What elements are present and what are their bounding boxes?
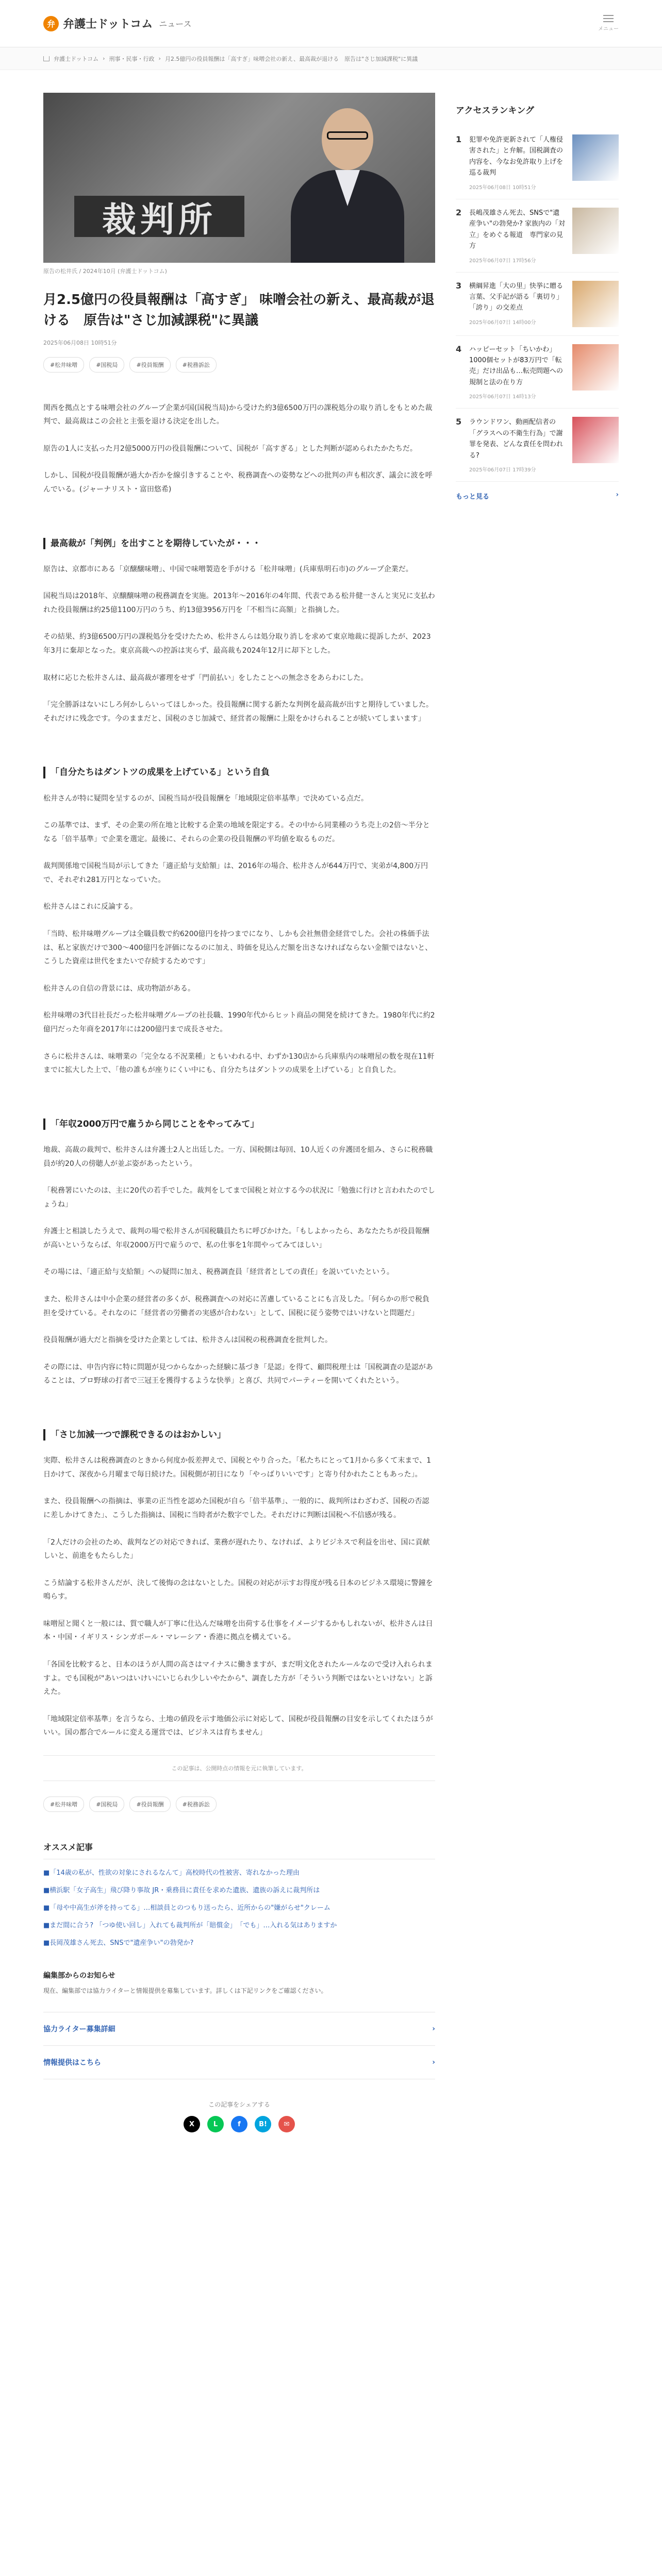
mail-share-button[interactable]: ✉: [278, 2116, 295, 2132]
ranking-body: [469, 208, 566, 264]
article-paragraph: その結果、約3億6500万円の課税処分を受けたため、松井さんらは処分取り消しを求めて東京地裁に提訴したが、2023年3月に棄却となった。東京高裁への控訴は実らず、最高裁も2024年12月に却下とした。: [43, 633, 431, 655]
menu-button[interactable]: [598, 15, 619, 32]
share-label: この記事をシェアする: [208, 2101, 270, 2109]
article-paragraph: 「完全勝訴はないにしろ何かしらいってほしかった。役員報酬に関する新たな判例を最高裁が出すと期待していました。それだけに残念です。今のままだと、国税のさじ加減で、経営者の報酬に上限をかけられることが続いてしまいます」: [43, 701, 433, 723]
hatena-share-button[interactable]: B!: [255, 2116, 271, 2132]
court-sign: 裁判所: [74, 196, 244, 237]
article-paragraph: さらに松井さんは、味噌業の「完全なる不況業種」ともいわれる中、わずか130店から兵庫県内の味噌屋の数を現在11軒までに拡大した上で、「他の誰もが座りにくい中にも、自分たちはダントツの成果を上げている」と自負した。: [43, 1052, 435, 1075]
article-paragraph: 裁判関係地で国税当局が示してきた「適正給与支給額」は、2016年の場合、松井さんが644万円で、実弟が4,800万円で、それぞれ281万円となっていた。: [43, 862, 428, 884]
ranking-thumbnail: [572, 208, 619, 254]
line-share-button[interactable]: L: [207, 2116, 224, 2132]
tag-link[interactable]: #役員報酬: [129, 357, 170, 372]
tag-link[interactable]: #松井味噌: [43, 357, 84, 372]
rank-number: 4: [456, 344, 462, 354]
section-heading: 「さじ加減一つで課税できるのはおかしい」: [43, 1429, 435, 1440]
rank-number: 2: [456, 207, 462, 217]
ranking-date: 2025年06月07日 14時00分: [469, 319, 536, 326]
article-paragraph: その際には、申告内容に特に問題が見つからなかった経験に基づき「是認」を得て、顧問税理士は「国税調査の是認があることは、プロ野球の打者で三冠王を獲得するような快挙」と喜び、共同でパーティーを開いてくれたという。: [43, 1363, 433, 1385]
tag-list: [43, 357, 435, 372]
recommend-link[interactable]: ■まだ間に合う? 「つゆ使い回し」入れても裁判所が「賠償金」 「でも」…入れる気はありますか: [43, 1922, 337, 1930]
sidebar: [456, 93, 619, 2132]
article-paragraph: 弁護士と相談したうえで、裁判の場で松井さんが国税職員たちに呼びかけた。「もしよかったら、あなたたちが役員報酬が高いというならば、年収2000万円で雇うので、私の仕事を1年間やってみてほしい」: [43, 1227, 429, 1249]
site-header: [0, 0, 662, 47]
info-link-row[interactable]: [43, 2012, 435, 2045]
article-paragraph: 「当時、松井味噌グループは全職員数で約6200億円を持つまでになり、しかも会社無借金経営でした。会社の株価手法は、私と家族だけで300〜400億円を評価になるのに加え、時価を見込んだ額を出さなければならない金額ではないと、こうした資産は世代をまたいで存続するためです」: [43, 930, 433, 966]
recommend-link[interactable]: ■「14歳の私が、性欲の対象にされるなんて」高校時代の性被害、寄れなかった理由: [43, 1869, 300, 1877]
ranking-title-text: 長嶋茂雄さん死去、SNSで"遺産争い"の勃発か? 家族内の「対立」をめぐる報道 専門家の見方: [469, 209, 566, 250]
info-link-row[interactable]: [43, 2045, 435, 2079]
ranking-thumbnail: [572, 417, 619, 463]
rank-number: 5: [456, 417, 462, 427]
article-paragraph: 関西を拠点とする味噌会社のグループ企業が国(国税当局)から受けた約3億6500万円の課税処分の取り消しをもとめた裁判で、最高裁はこの会社と主張を退ける決定を出した。: [43, 403, 433, 426]
recommend-title: オススメ記事: [43, 1841, 435, 1859]
article-main: [43, 93, 435, 2132]
section-heading: 最高裁が「判例」を出すことを期待していたが・・・: [43, 538, 435, 549]
article-paragraph: しかし、国税が役員報酬が過大か否かを線引きすることや、税務調査への姿勢などへの批判の声も相次ぎ、議会に波を呼んでいる。(ジャーナリスト・富田悠希): [43, 471, 433, 494]
breadcrumb: [0, 47, 662, 70]
article-paragraph: 原告は、京都市にある「京醸醸味噌」、中国で味噌製造を手がける「松井味噌」(兵庫県明石市)のグループ企業だ。: [43, 565, 413, 573]
ranking-item[interactable]: [456, 199, 619, 273]
chevron-right-icon: ›: [432, 2025, 435, 2033]
ranking-thumbnail: [572, 281, 619, 327]
ranking-date: 2025年06月07日 17時56分: [469, 258, 536, 264]
ranking-thumbnail: [572, 344, 619, 391]
notice-title: 編集部からのお知らせ: [43, 1971, 115, 1980]
article-paragraph: その場には、「適正給与支給額」への疑問に加え、税務調査員「経営者としての責任」を説いていたという。: [43, 1268, 394, 1277]
more-link[interactable]: [456, 491, 619, 501]
image-caption: 原告の松井氏 / 2024年10月 (弁護士ドットコム): [43, 268, 167, 275]
breadcrumb-item[interactable]: 弁護士ドットコム: [54, 55, 99, 62]
ranking-title-text: ラウンドワン、動画配信者の「グラスへの不衛生行為」で謝罪を発表、どんな責任を問われる?: [469, 418, 564, 460]
notice-text: 現在、編集部では協力ライターと情報提供を募集しています。詳しくは下記リンクをご確認ください。: [43, 1987, 327, 1994]
article-paragraph: 松井さんはこれに反論する。: [43, 903, 137, 911]
info-link-label: 協力ライター募集詳細: [43, 2025, 115, 2034]
article-paragraph: 国税当局は2018年、京醸醸味噌の税務調査を実施。2013年〜2016年の4年間、代表である松井健一さんと実兄に支払われた役員報酬は約25億1100万円のうち、約13億3956万円を「不相当に高額」と指摘した。: [43, 592, 435, 614]
ranking-item[interactable]: [456, 273, 619, 336]
x-share-button[interactable]: X: [184, 2116, 200, 2132]
ranking-date: 2025年06月07日 17時39分: [469, 467, 536, 473]
tag-link[interactable]: #役員報酬: [129, 1797, 170, 1812]
article-paragraph: 松井さんが特に疑問を呈するのが、国税当局が役員報酬を「地域限定倍率基準」で決めている点だ。: [43, 794, 368, 803]
ranking-title: アクセスランキング: [456, 106, 534, 116]
article-paragraph: 「各国を比較すると、日本のほうが人間の高さはマイナスに働きますが、まだ明文化されたルールなので受け入れられますよ。でも国税が"あいつはいけいにいじられ少しいやたから"、調査した方が「そういう判断ではないといけない」と訴えた。: [43, 1660, 433, 1697]
notice-section: [43, 1970, 435, 1997]
ranking-body: [469, 281, 566, 327]
article-body: [43, 401, 435, 1740]
menu-label: メニュー: [598, 26, 619, 32]
info-link-label: 情報提供はこちら: [43, 2059, 101, 2067]
logo-sub: ニュース: [159, 19, 192, 29]
article-date: 2025年06月08日 10時51分: [43, 339, 117, 346]
breadcrumb-item[interactable]: 刑事・民事・行政: [109, 55, 155, 62]
ranking-item[interactable]: [456, 126, 619, 199]
chevron-right-icon: ›: [616, 491, 619, 499]
article-paragraph: 取材に応じた松井さんは、最高裁が審理をせず「門前払い」をしたことへの無念さをあらわにした。: [43, 673, 368, 682]
article-title: 月2.5億円の役員報酬は「高すぎ」 味噌会社の新え、最高裁が退ける 原告は"さじ加減課税"に異議: [43, 292, 435, 329]
tag-link[interactable]: #松井味噌: [43, 1797, 84, 1812]
recommend-link[interactable]: ■横浜駅「女子高生」飛び降り事故 JR・乗務員に責任を求めた遺族、遺族の訴えに裁判所は: [43, 1887, 320, 1895]
ranking-date: 2025年06月07日 14時13分: [469, 394, 536, 400]
article-paragraph: 役員報酬が過大だと指摘を受けた企業としては、松井さんは国税の税務調査を批判した。: [43, 1336, 332, 1345]
ranking-body: [469, 344, 566, 400]
ranking-title-text: 横綱昇進「大の里」快挙に贈る言葉、父手記が語る「裏切り」「誇り」の交差点: [469, 282, 564, 312]
tag-list-bottom: [43, 1797, 435, 1812]
rank-number: 3: [456, 280, 462, 291]
article-paragraph: この基準では、まず、その企業の所在地と比較する企業の地域を限定する。その中から同業種のうち売上の2倍〜半分となる「倍半基準」で企業を選定。最後に、それらの企業の役員報酬の平均値を取るものだ。: [43, 821, 430, 843]
chevron-right-icon: ›: [158, 55, 161, 62]
ranking-title-text: 犯罪や免許更新されて「人権侵害された」と弁解。国税調査の内容を、今なお免許取り上げを巡る裁判: [469, 136, 564, 177]
logo-mark-icon: 弁: [43, 16, 59, 31]
tag-link[interactable]: #国税局: [89, 357, 124, 372]
article-paragraph: 実際、松井さんは税務調査のときから何度か仮差押えで、国税とやり合った。「私たちにとって1月から多くて末まで、1日かけて、深夜から月曜まで毎日続けた。国税側が初日になり「やっばりいいです」と寄り付かれたこともあった」。: [43, 1456, 431, 1479]
recommend-section: [43, 1841, 435, 1949]
article-paragraph: 「税務署にいたのは、主に20代の若手でした。裁判をしてまで国税と対立する今の状況に「勉強に行けと言われたのでしょうね」: [43, 1187, 435, 1209]
chevron-right-icon: ›: [432, 2058, 435, 2067]
ranking-thumbnail: [572, 134, 619, 181]
breadcrumb-current: 月2.5億円の役員報酬は「高すぎ」味噌会社の新え、最高裁が退ける 原告は"さじ加減課税"に異議: [164, 55, 418, 62]
ranking-body: [469, 417, 566, 473]
rank-number: 1: [456, 134, 462, 144]
section-heading: 「自分たちはダントツの成果を上げている」という自負: [43, 767, 435, 778]
article-paragraph: 原告の1人に支払った月2億5000万円の役員報酬について、国税が「高すぎる」とした判断が認められたかたちだ。: [43, 444, 417, 453]
article-paragraph: また、役員報酬への指摘は、事業の正当性を認めた国税が自ら「倍半基準」、一般的に、裁判所はわざわざ、国税の否認に差しかけてきた」、こうした指摘は、国税に当時者がた数字でした。それだけに判断は国税へ不信感が残る。: [43, 1497, 429, 1519]
hero-image: [43, 93, 435, 263]
article-paragraph: また、松井さんは中小企業の経営者の多くが、税務調査への対応に苦慮していることにも言及した。「何らかの形で税負担を受けている。それなのに「経営者の労働者の実感が合わない」として、国税に従う姿勢ではいけないと問題だ」: [43, 1295, 429, 1317]
tag-link[interactable]: #税務訴訟: [176, 1797, 217, 1812]
site-logo[interactable]: [43, 15, 191, 31]
article-paragraph: 松井味噌の3代目社長だった松井味噌グループの社長職、1990年代からヒット商品の開発を続けてきた。1980年代に約2億円だった年商を2017年には200億円まで成長させた。: [43, 1011, 435, 1034]
recommend-link[interactable]: ■長岡茂雄さん死去、SNSで"遺産争い"の勃発か?: [43, 1939, 194, 1947]
ranking-body: [469, 134, 566, 191]
home-icon: [43, 56, 49, 61]
ranking-date: 2025年06月08日 10時51分: [469, 184, 536, 191]
article-paragraph: 味噌屋と聞くと一般には、質で職人が丁寧に仕込んだ味噌を出荷する仕事をイメージするかもしれないが、松井さんは日本・中国・イギリス・シンガポール・マレーシア・香港に拠点を構えている。: [43, 1619, 433, 1642]
facebook-share-button[interactable]: f: [231, 2116, 247, 2132]
tag-link[interactable]: #税務訴訟: [176, 357, 217, 372]
article-paragraph: 「地域限定倍率基準」を言うなら、土地の値段を示す地価公示に対応して、国税が役員報酬の目安を示してくれたほうがいい。国の都合でルールに変える運営では、ビジネスは育ちません」: [43, 1715, 433, 1737]
chevron-right-icon: ›: [103, 55, 105, 62]
ranking-item[interactable]: [456, 336, 619, 409]
recommend-link[interactable]: ■「母や中高生が斧を持ってる」…相談員とのつもり送ったら、近所からの"嫌がらせ"クレーム: [43, 1904, 330, 1912]
article-paragraph: 松井さんの自信の背景には、成功物語がある。: [43, 984, 195, 993]
ranking-item[interactable]: [456, 409, 619, 482]
article-paragraph: 地裁、高裁の裁判で、松井さんは弁護士2人と出廷した。一方、国税側は毎回、10人近くの弁護団を組み、さらに税務職員が約20人の傍聴人が並ぶ姿があったという。: [43, 1145, 433, 1168]
logo-text: 弁護士ドットコム: [63, 18, 153, 31]
more-link-label: もっと見る: [456, 493, 490, 501]
tag-link[interactable]: #国税局: [89, 1797, 124, 1812]
article-paragraph: 「2人だけの会社のため、裁判などの対応できれば、業務が遅れたり、なければ、よりビジネスで利益を出せ、国に貢献しいと、前進をもたらした」: [43, 1538, 430, 1561]
person-figure: [286, 103, 409, 263]
share-section: [43, 2100, 435, 2132]
article-endnote: この記事は、公開時点の情報を元に執筆しています。: [43, 1755, 435, 1781]
article-paragraph: こう結論する松井さんだが、決して後悔の念はないとした。国税の対応が示すお得度が残る日本のビジネス環境に警鐘を鳴らす。: [43, 1579, 433, 1601]
hamburger-icon: [603, 15, 614, 22]
ranking-title-text: ハッピーセット「ちいかわ」1000個セットが83万円で「転売」だけ出品も…転売問題への規制と法の在り方: [469, 345, 564, 386]
section-heading: 「年収2000万円で雇うから同じことをやってみて」: [43, 1118, 435, 1130]
